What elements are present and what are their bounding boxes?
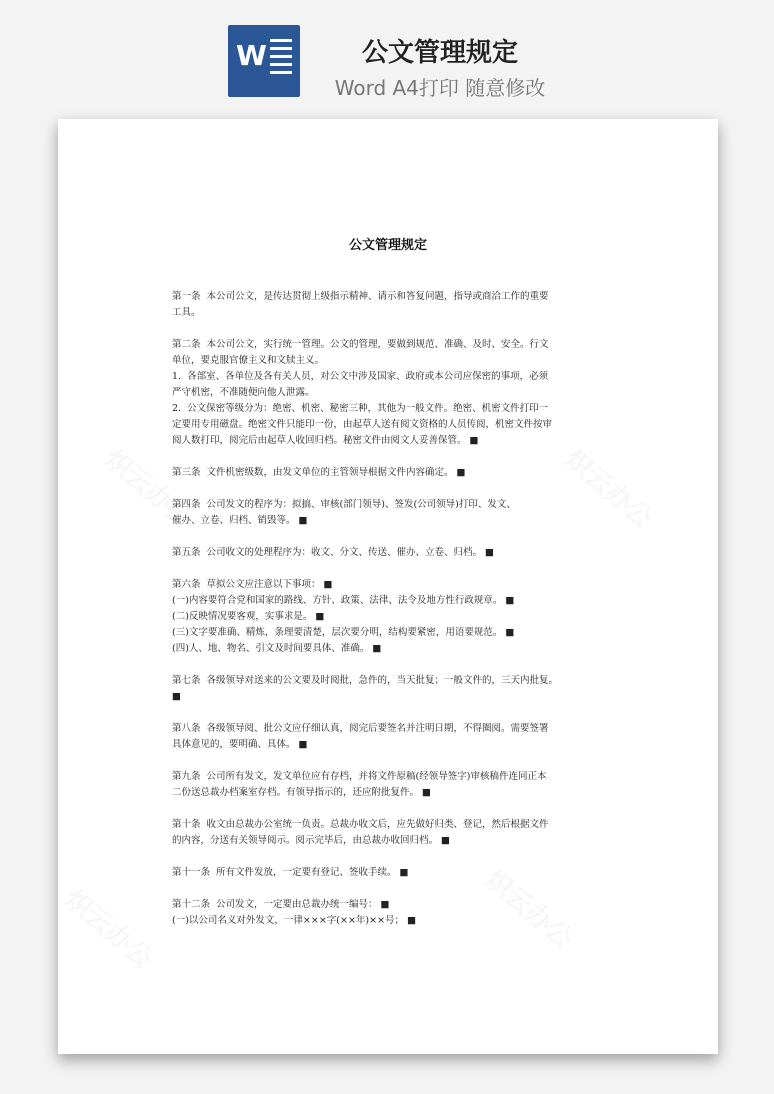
document-paragraph bbox=[172, 673, 602, 705]
paragraph-line: 工具。 bbox=[172, 307, 201, 318]
paragraph-line: (一)以公司名义对外发文，一律×××字(××年)××号； ■ bbox=[172, 915, 417, 926]
paragraph-line: 单位，要克服官僚主义和文牍主义。 bbox=[172, 355, 325, 366]
document-paragraph bbox=[172, 769, 602, 801]
document-paragraph bbox=[172, 865, 602, 881]
word-logo-icon bbox=[228, 25, 300, 97]
word-logo-lines bbox=[270, 39, 292, 83]
document-page bbox=[58, 119, 718, 1054]
document-paragraph bbox=[172, 817, 602, 849]
watermark bbox=[58, 880, 161, 975]
paragraph-line: (四)人、地、物名、引文及时间要具体、准确。 ■ bbox=[172, 643, 382, 654]
paragraph-line: 第三条 文件机密级数，由发文单位的主管领导根据文件内容确定。 ■ bbox=[172, 467, 466, 478]
document-paragraph bbox=[172, 465, 602, 481]
paragraph-line: 第四条 公司发文的程序为：拟搞、审核(部门领导)、签发(公司领导)打印、发文、 bbox=[172, 499, 516, 510]
paragraph-line: 的内容，分送有关领导阅示。阅示完毕后，由总裁办收回归档。 ■ bbox=[172, 835, 450, 846]
paragraph-line: 二份送总裁办档案室存档。有领导指示的，还应附批复件。 ■ bbox=[172, 787, 431, 798]
banner-header bbox=[0, 0, 774, 110]
document-paragraph bbox=[172, 577, 602, 657]
paragraph-line: (二)反映情况要客观，实事求是。 ■ bbox=[172, 611, 325, 622]
paragraph-line: 第十二条 公司发文，一定要由总裁办统一编号： ■ bbox=[172, 899, 390, 910]
document-paragraph bbox=[172, 721, 602, 753]
paragraph-line: 定要用专用磁盘。绝密文件只能印一份，由起草人送有阅文资格的人员传阅，机密文件按审 bbox=[172, 419, 553, 430]
paragraph-line: 第二条 本公司公文，实行统一管理。公文的管理，要做到规范、准确、及时、安全。行文 bbox=[172, 339, 549, 350]
document-paragraph bbox=[172, 545, 602, 561]
paragraph-line: 1. 各部室、各单位及各有关人员，对公文中涉及国家、政府或本公司应保密的事项，必须 bbox=[172, 371, 549, 382]
document-paragraph bbox=[172, 897, 602, 929]
paragraph-line: 第五条 公司收文的处理程序为：收文、分文、传送、催办、立卷、归档。 ■ bbox=[172, 547, 495, 558]
paragraph-line: 第十一条 所有文件发放，一定要有登记、签收手续。 ■ bbox=[172, 867, 409, 878]
paragraph-line: (一)内容要符合党和国家的路线、方针、政策、法律、法令及地方性行政规章。 ■ bbox=[172, 595, 515, 606]
paragraph-line: 第八条 各级领导阅、批公文应仔细认真，阅完后要签名并注明日期，不得圈阅。需要签署 bbox=[172, 723, 549, 734]
word-logo-letter: W bbox=[236, 39, 267, 72]
document-paragraph bbox=[172, 289, 602, 321]
banner-subtitle: Word A4打印 随意修改 bbox=[334, 76, 546, 100]
paragraph-line: 2. 公文保密等级分为：绝密、机密、秘密三种，其他为一般文件。绝密、机密文件打印一 bbox=[172, 403, 549, 414]
paragraph-line: 第六条 草拟公文应注意以下事项： ■ bbox=[172, 579, 333, 590]
banner-title: 公文管理规定 bbox=[361, 38, 518, 68]
paragraph-line: 第一条 本公司公文，是传达贯彻上级指示精神、请示和答复问题，指导或商洽工作的重要 bbox=[172, 291, 549, 302]
paragraph-line: 第十条 收文由总裁办公室统一负责。总裁办收文后，应先做好归类、登记，然后根据文件 bbox=[172, 819, 549, 830]
paragraph-line: 阅人数打印，阅完后由起草人收回归档。秘密文件由阅文人妥善保管。 ■ bbox=[172, 435, 479, 446]
document-title: 公文管理规定 bbox=[348, 238, 427, 253]
paragraph-line: ■ bbox=[172, 691, 181, 702]
paragraph-line: 催办、立卷、归档、销毁等。 ■ bbox=[172, 515, 308, 526]
paragraph-line: 严守机密，不准随便向他人泄露。 bbox=[172, 387, 315, 398]
paragraph-line: 第七条 各级领导对送来的公文要及时阅批，急件的，当天批复；一般文件的，三天内批复。 bbox=[172, 675, 559, 686]
paragraph-line: (三)文字要准确、精炼，条理要清楚，层次要分明，结构要紧密，用语要规范。 ■ bbox=[172, 627, 515, 638]
document-body bbox=[172, 289, 602, 945]
document-paragraph bbox=[172, 497, 602, 529]
paragraph-line: 第九条 公司所有发文，发文单位应有存档，并将文件原稿(经领导签字)审核稿件连同正本 bbox=[172, 771, 547, 782]
paragraph-line: 具体意见的，要明确、具体。 ■ bbox=[172, 739, 308, 750]
document-paragraph bbox=[172, 337, 602, 449]
